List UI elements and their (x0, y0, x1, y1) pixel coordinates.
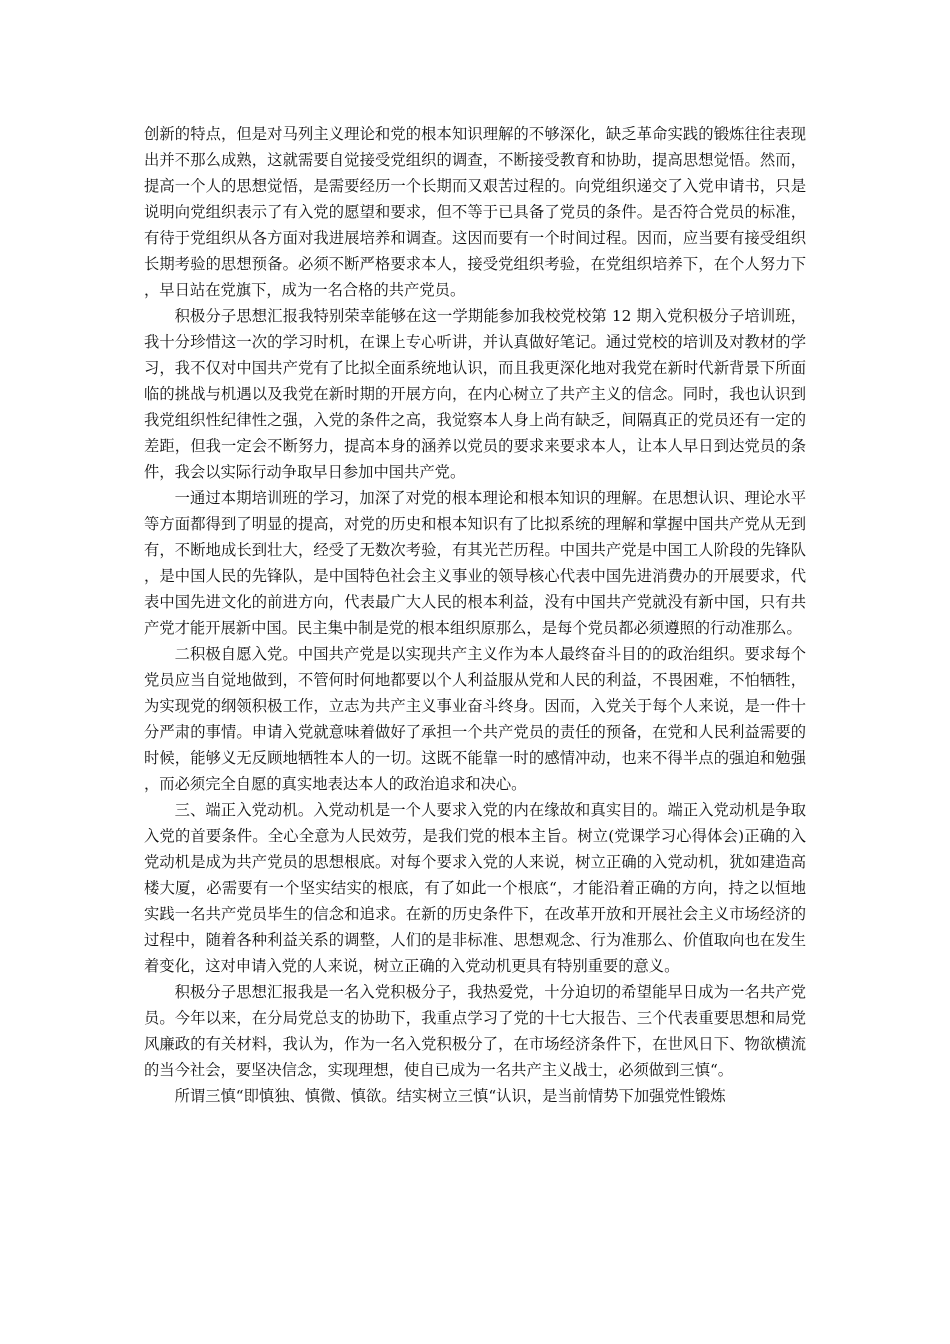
document-page (144, 121, 806, 1109)
paragraph-7: 所谓三慎“即慎独、慎微、慎欲。结实树立三慎“认识，是当前情势下加强党性锻炼 (174, 1087, 726, 1105)
paragraph-3: 一通过本期培训班的学习，加深了对党的根本理论和根本知识的理解。在思想认识、理论水平等方面都得到了明显的提高，对党的历史和根本知识有了比拟系统的理解和掌握中国共产党从无到有，不断地成长到壮大，经受了无数次考验，有其光芒历程。中国共产党是中国工人阶段的先锋队，是中国人民的先锋队，是中国特色社会主义事业的领导核心代表中国先进消费办的开展要求，代表中国先进文化的前进方向，代表最广大人民的根本利益，没有中国共产党就没有新中国，只有共产党才能开展新中国。民主集中制是党的根本组织原那么，是每个党员都必须遵照的行动准那么。 (144, 489, 806, 637)
paragraph-2: 积极分子思想汇报我特别荣幸能够在这一学期能参加我校党校第 12 期入党积极分子培训班，我十分珍惜这一次的学习时机，在课上专心听讲，并认真做好笔记。通过党校的培训及对教材的学习，我不仅对中国共产党有了比拟全面系统地认识，而且我更深化地对我党在新时代新背景下所面临的挑战与机遇以及我党在新时期的开展方向，在内心树立了共产主义的信念。同时，我也认识到我党组织性纪律性之强，入党的条件之高，我觉察本人身上尚有缺乏，间隔真正的党员还有一定的差距，但我一定会不断努力，提高本身的涵养以党员的要求来要求本人，让本人早日到达党员的条件，我会以实际行动争取早日参加中国共产党。 (144, 307, 806, 481)
paragraph-5: 三、端正入党动机。入党动机是一个人要求入党的内在缘故和真实目的。端正入党动机是争取入党的首要条件。全心全意为人民效劳，是我们党的根本主旨。树立(党课学习心得体会)正确的入党动机是成为共产党员的思想根底。对每个要求入党的人来说，树立正确的入党动机，犹如建造高楼大厦，必需要有一个坚实结实的根底，有了如此一个根底“，才能沿着正确的方向，持之以恒地实践一名共产党员毕生的信念和追求。在新的历史条件下，在改革开放和开展社会主义市场经济的过程中，随着各种利益关系的调整，人们的是非标准、思想观念、行为准那么、价值取向也在发生着变化，这对申请入党的人来说，树立正确的入党动机更具有特别重要的意义。 (144, 801, 806, 975)
paragraph-4: 二积极自愿入党。中国共产党是以实现共产主义作为本人最终奋斗目的的政治组织。要求每个党员应当自觉地做到，不管何时何地都要以个人利益服从党和人民的利益，不畏困难，不怕牺牲，为实现党的纲领积极工作，立志为共产主义事业奋斗终身。因而，入党关于每个人来说，是一件十分严肃的事情。申请入党就意味着做好了承担一个共产党员的责任的预备，在党和人民利益需要的时候，能够义无反顾地牺牲本人的一切。这既不能靠一时的感情冲动，也来不得半点的强迫和勉强，而必须完全自愿的真实地表达本人的政治追求和决心。 (144, 645, 806, 793)
paragraph-6: 积极分子思想汇报我是一名入党积极分子，我热爱党，十分迫切的希望能早日成为一名共产党员。今年以来，在分局党总支的协助下，我重点学习了党的十七大报告、三个代表重要思想和局党风廉政的有关材料，我认为，作为一名入党积极分了，在市场经济条件下，在世风日下、物欲横流的当今社会，要坚决信念，实现理想，使自已成为一名共产主义战士，必须做到三慎“。 (144, 983, 806, 1079)
paragraph-1: 创新的特点，但是对马列主义理论和党的根本知识理解的不够深化，缺乏革命实践的锻炼往往表现出并不那么成熟，这就需要自觉接受党组织的调查，不断接受教育和协助，提高思想觉悟。然而，提高一个人的思想觉悟，是需要经历一个长期而又艰苦过程的。向党组织递交了入党申请书，只是说明向党组织表示了有入党的愿望和要求，但不等于已具备了党员的条件。是否符合党员的标准，有待于党组织从各方面对我进展培养和调查。这因而要有一个时间过程。因而，应当要有接受组织长期考验的思想预备。必须不断严格要求本人，接受党组织考验，在党组织培养下，在个人努力下，早日站在党旗下，成为一名合格的共产党员。 (144, 125, 806, 299)
